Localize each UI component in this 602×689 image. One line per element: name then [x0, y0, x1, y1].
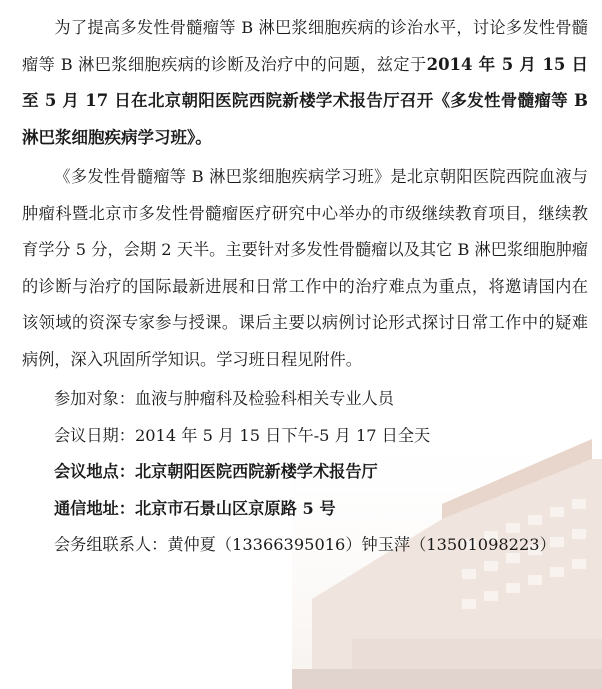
audience-line [22, 381, 588, 418]
date-label: 会议日期： [54, 425, 135, 445]
contact-line [22, 527, 588, 564]
intro-date-venue: 2014 年 5 月 15 日至 5 月 17 日在北京朝阳医院西院新楼学术报告厅召开《多发性骨髓瘤等 B 淋巴浆细胞疾病学习班》。 [22, 54, 589, 147]
audience-value: 血液与肿瘤科及检验科相关专业人员 [134, 389, 394, 408]
venue-label: 会议地点： [54, 462, 135, 481]
contact-label: 会务组联系人： [54, 535, 168, 554]
venue-value: 北京朝阳医院西院新楼学术报告厅 [134, 462, 378, 481]
audience-label: 参加对象： [54, 389, 135, 408]
date-line [22, 418, 588, 455]
address-line [22, 491, 588, 528]
address-label: 通信地址： [54, 498, 135, 518]
description-paragraph: 《多发性骨髓瘤等 B 淋巴浆细胞疾病学习班》是北京朝阳医院西院血液与肿瘤科暨北京市多发性骨髓瘤医疗研究中心举办的市级继续教育项目，继续教育学分 5 分，会期 2 天半。主要针对多发性骨髓瘤以及其它 B 淋巴浆细胞肿瘤的诊断与治疗的国际最新进展和日常工作中的治疗难点为重点，将邀请国内在该领域的资深专家参与授课。课后主要以病例讨论形式探讨日常工作中的疑难病例，深入巩固所学知识。学习班日程见附件。 [22, 167, 588, 369]
date-value: 2014 年 5 月 15 日下午-5 月 17 日全天 [134, 425, 431, 445]
intro-paragraph [22, 10, 588, 156]
intro-text: 为了提高多发性骨髓瘤等 B 淋巴浆细胞疾病的诊治水平，讨论多发性骨髓瘤等 B 淋巴浆细胞疾病的诊断及治疗中的问题，兹定于 [22, 18, 588, 74]
venue-line [22, 454, 588, 491]
contact-value: 黄仲夏（13366395016）钟玉萍（13501098223） [167, 535, 556, 554]
address-value: 北京市石景山区京原路 5 号 [134, 498, 336, 518]
